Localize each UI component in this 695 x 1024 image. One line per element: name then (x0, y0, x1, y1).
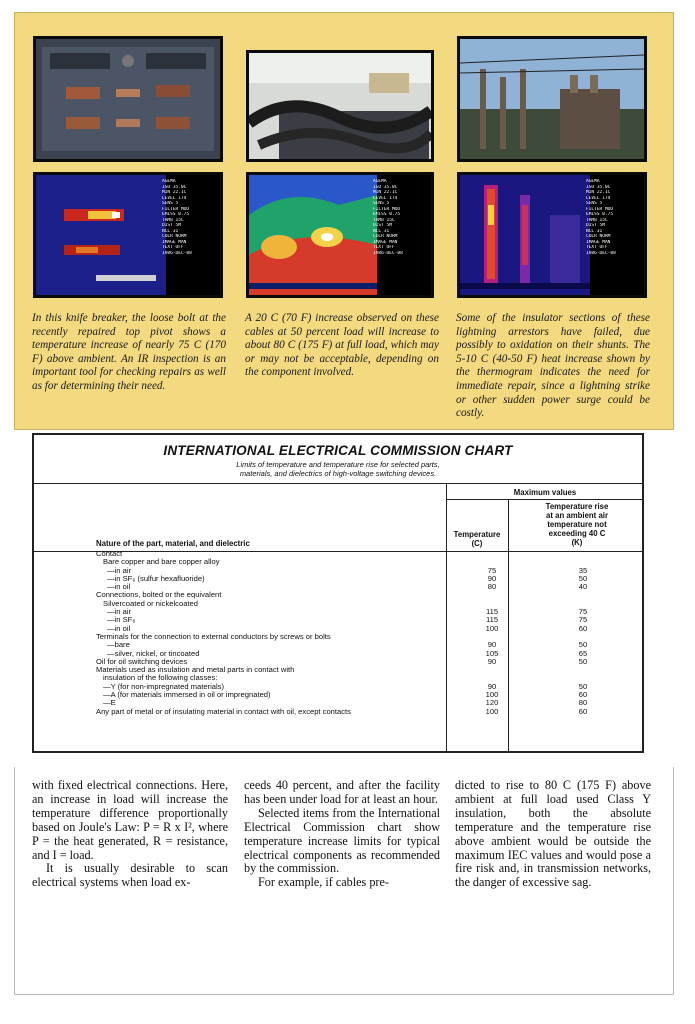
readout-line: IMAGE MAN (162, 239, 187, 245)
chart-row-rise: 50 (578, 681, 588, 691)
body-paragraph: ceeds 40 percent, and after the facility has been under load for at least an hour. (244, 778, 440, 806)
readout-line: LEVEL 174 (162, 195, 187, 201)
chart-rule-max (446, 499, 642, 500)
chart-row (96, 575, 636, 583)
readout-line: ISO 35.0C (586, 184, 611, 190)
readout-line: NCL 31 (373, 228, 390, 234)
chart-subtitle-line-2: materials, and dielectrics of high-voltage switching devices. (239, 469, 437, 478)
chart-row-temperature: 100 (485, 690, 499, 700)
readout-line: TAMB 15C (373, 217, 395, 223)
chart-row-label: Materials used as insulation and metal parts in contact with (96, 665, 295, 675)
chart-row-rise: 50 (578, 640, 588, 650)
rise-header-line: exceeding 40 C (548, 529, 606, 538)
chart-row-rise: 60 (578, 623, 588, 633)
readout-line: MIN 22.1C (162, 190, 187, 195)
chart-subtitle-line-1: Limits of temperature and temperature rise for selected parts, (236, 460, 440, 469)
chart-row-temperature: 100 (485, 623, 499, 633)
temperature-header-line: (C) (471, 539, 483, 548)
chart-row-rise: 60 (578, 706, 588, 716)
arrestors-image (460, 39, 644, 159)
chart-row-rise: 40 (578, 582, 588, 592)
photo-knife-breaker (33, 36, 223, 162)
chart-row-label: —A (for materials immersed in oil or impregnated) (103, 690, 271, 700)
chart-rows (96, 550, 636, 716)
chart-row-temperature: 90 (487, 656, 497, 666)
readout-line: IMAGE MAN (586, 239, 611, 245)
readout-line: COLR NORM (586, 234, 611, 239)
body-paragraph: For example, if cables pre- (258, 875, 389, 890)
readout-line: SENS 5 (586, 201, 603, 206)
readout-line: FILTER MOD (586, 206, 614, 212)
readout-line: DIST 5M (162, 223, 181, 228)
readout-line: DIST 5M (373, 223, 392, 228)
chart-row-temperature: 120 (485, 698, 499, 708)
chart-title: INTERNATIONAL ELECTRICAL COMMISSION CHART (163, 443, 513, 458)
chart-row-label: —bare (107, 640, 130, 650)
readout-line: TEXT OFF (373, 245, 395, 250)
caption-arrestors: Some of the insulator sections of these lightning arrestors have failed, due possibly to oxidation on their shunts. The 5-10 C (40-50 F) heat increase shown by the thermogram indicates the need for immediate repair, since a lightning strike or other sudden power surge could be costly. (456, 312, 650, 420)
chart-row-label: Any part of metal or of insulating material in contact with oil, except contacts (96, 706, 351, 716)
chart-row-label: Oil for oil switching devices (96, 656, 188, 666)
chart-row-rise: 50 (578, 573, 588, 583)
readout-line: MIN 22.1C (586, 190, 611, 195)
chart-row-rise: 80 (578, 698, 588, 708)
chart-row-label: Connections, bolted or the equivalent (96, 590, 222, 600)
chart-row-temperature: 80 (487, 582, 497, 592)
chart-row-label: —E (103, 698, 116, 708)
readout-line: FILTER MOD (373, 206, 401, 212)
chart-row-rise: 50 (578, 656, 588, 666)
chart-row-temperature: 90 (487, 681, 497, 691)
readout-line: COLR NORM (373, 234, 398, 239)
chart-row-temperature: 115 (485, 607, 499, 617)
rise-header-line: temperature not (547, 520, 607, 529)
chart-row-label: insulation of the following classes: (103, 673, 218, 683)
chart-row-label: Terminals for the connection to external conductors by screws or bolts (96, 631, 331, 641)
chart-row-label: —in oil (107, 582, 131, 592)
chart-row-label: —in SF₆ (107, 615, 136, 625)
chart-row (96, 608, 636, 616)
temperature-rise-header (510, 502, 644, 547)
thermogram-readout (162, 179, 216, 256)
page-frame (14, 767, 674, 995)
chart-row-temperature: 100 (485, 706, 499, 716)
readout-line: TEXT OFF (586, 245, 608, 250)
knife-breaker-image (36, 39, 220, 159)
chart-row-label: Silvercoated or nickelcoated (103, 598, 198, 608)
rise-header-line: at an ambient air (546, 511, 608, 520)
readout-line: AGEMA (373, 179, 387, 184)
chart-rule-top (34, 483, 642, 484)
readout-line: 1986-DEC-08 (373, 250, 403, 256)
chart-row-rise: 75 (578, 607, 588, 617)
readout-line: DIST 5M (586, 223, 605, 228)
chart-row-rise: 35 (578, 565, 588, 575)
temperature-header (446, 530, 508, 548)
readout-line: IMAGE MAN (373, 239, 398, 245)
thermogram-readout (373, 179, 427, 256)
thermogram-cables (246, 172, 434, 298)
chart-row-label: —Y (for non-impregnated materials) (103, 681, 224, 691)
readout-line: AGEMA (586, 179, 600, 184)
chart-row-rise: 60 (578, 690, 588, 700)
readout-line: NCL 31 (586, 228, 603, 234)
readout-line: EMISS 0.75 (162, 212, 190, 217)
readout-line: TAMB 15C (586, 217, 608, 223)
photo-cables (246, 50, 434, 162)
chart-row-label: Bare copper and bare copper alloy (103, 557, 220, 567)
body-paragraph: It is usually desirable to scan electrical systems when load ex- (32, 861, 228, 890)
rise-header-line: Temperature rise (545, 502, 609, 511)
max-values-header: Maximum values (513, 488, 577, 497)
readout-line: MIN 22.1C (373, 190, 398, 195)
photo-arrestors (457, 36, 647, 162)
body-paragraph: Selected items from the International Electrical Commission chart show temperature increase limits for typical electrical components as recommended by the commission. (244, 805, 440, 876)
cables-image (249, 53, 431, 159)
readout-line: LEVEL 174 (586, 195, 611, 201)
chart-row-temperature: 75 (487, 565, 497, 575)
caption-knife-breaker: In this knife breaker, the loose bolt at the recently repaired top pivot shows a temperature increase of nearly 75 C (170 F) above ambient. An IR inspection is an important tool for checking repairs as well as for determining their need. (32, 312, 226, 392)
readout-line: AGEMA (162, 179, 176, 184)
chart-row-temperature: 115 (485, 615, 499, 625)
readout-line: COLR NORM (162, 234, 187, 239)
chart-row-label: —silver, nickel, or tincoated (107, 648, 200, 658)
readout-line: TEXT OFF (162, 245, 184, 250)
readout-line: EMISS 0.75 (373, 212, 401, 217)
thermogram-readout (586, 179, 640, 256)
chart-row-rise: 65 (578, 648, 588, 658)
chart-row-rise: 75 (578, 615, 588, 625)
thermogram-arrestors (457, 172, 647, 298)
chart-row (96, 558, 636, 566)
chart-row (96, 600, 636, 608)
readout-line: FILTER MOD (162, 206, 190, 212)
readout-line: 1986-DEC-08 (162, 250, 192, 256)
chart-row-temperature: 105 (485, 648, 499, 658)
chart-row-label: Contact (96, 549, 123, 558)
rise-header-line: (K) (571, 538, 583, 547)
chart-row-label: —in SF₆ (sulfur hexafluoride) (107, 573, 205, 583)
readout-line: ISO 35.0C (162, 184, 187, 190)
iec-chart (32, 433, 644, 753)
chart-row-label: —in air (107, 607, 132, 617)
caption-cables: A 20 C (70 F) increase observed on these cables at 50 percent load will increase to about 80 C (175 F) at full load, which may or may not be acceptable, depending on the component involved. (245, 312, 439, 379)
readout-line: SENS 5 (373, 201, 390, 206)
chart-row-temperature: 90 (487, 573, 497, 583)
chart-row (96, 708, 636, 716)
readout-line: SENS 5 (162, 201, 179, 206)
chart-subtitle (34, 460, 642, 478)
readout-line: LEVEL 174 (373, 195, 398, 201)
chart-row (96, 616, 636, 624)
thermogram-knife-breaker (33, 172, 223, 298)
chart-row-temperature: 90 (487, 640, 497, 650)
readout-line: NCL 31 (162, 228, 179, 234)
readout-line: TAMB 15C (162, 217, 184, 223)
readout-line: EMISS 0.75 (586, 212, 614, 217)
readout-line: 1986-DEC-08 (586, 250, 616, 256)
chart-row (96, 691, 636, 699)
body-paragraph: with fixed electrical connections. Here, an increase in load will increase the temperature difference proportionally based on Joule's Law: P = R x I², where P = the heat generated, R = resistance, and I = load. (32, 778, 228, 862)
chart-row (96, 633, 636, 641)
nature-header: Nature of the part, material, and dielectric (96, 539, 250, 548)
chart-row-label: —in oil (107, 623, 131, 633)
readout-line: ISO 35.0C (373, 184, 398, 190)
body-paragraph: dicted to rise to 80 C (175 F) above ambient at full load used Class Y insulation, both the absolute temperature and the temperature rise above ambient would be outside the maximum IEC values and would pose a fire risk and, in transmission networks, the danger of excessive sag. (455, 778, 651, 890)
temperature-header-line: Temperature (453, 530, 501, 539)
chart-row-label: —in air (107, 565, 132, 575)
